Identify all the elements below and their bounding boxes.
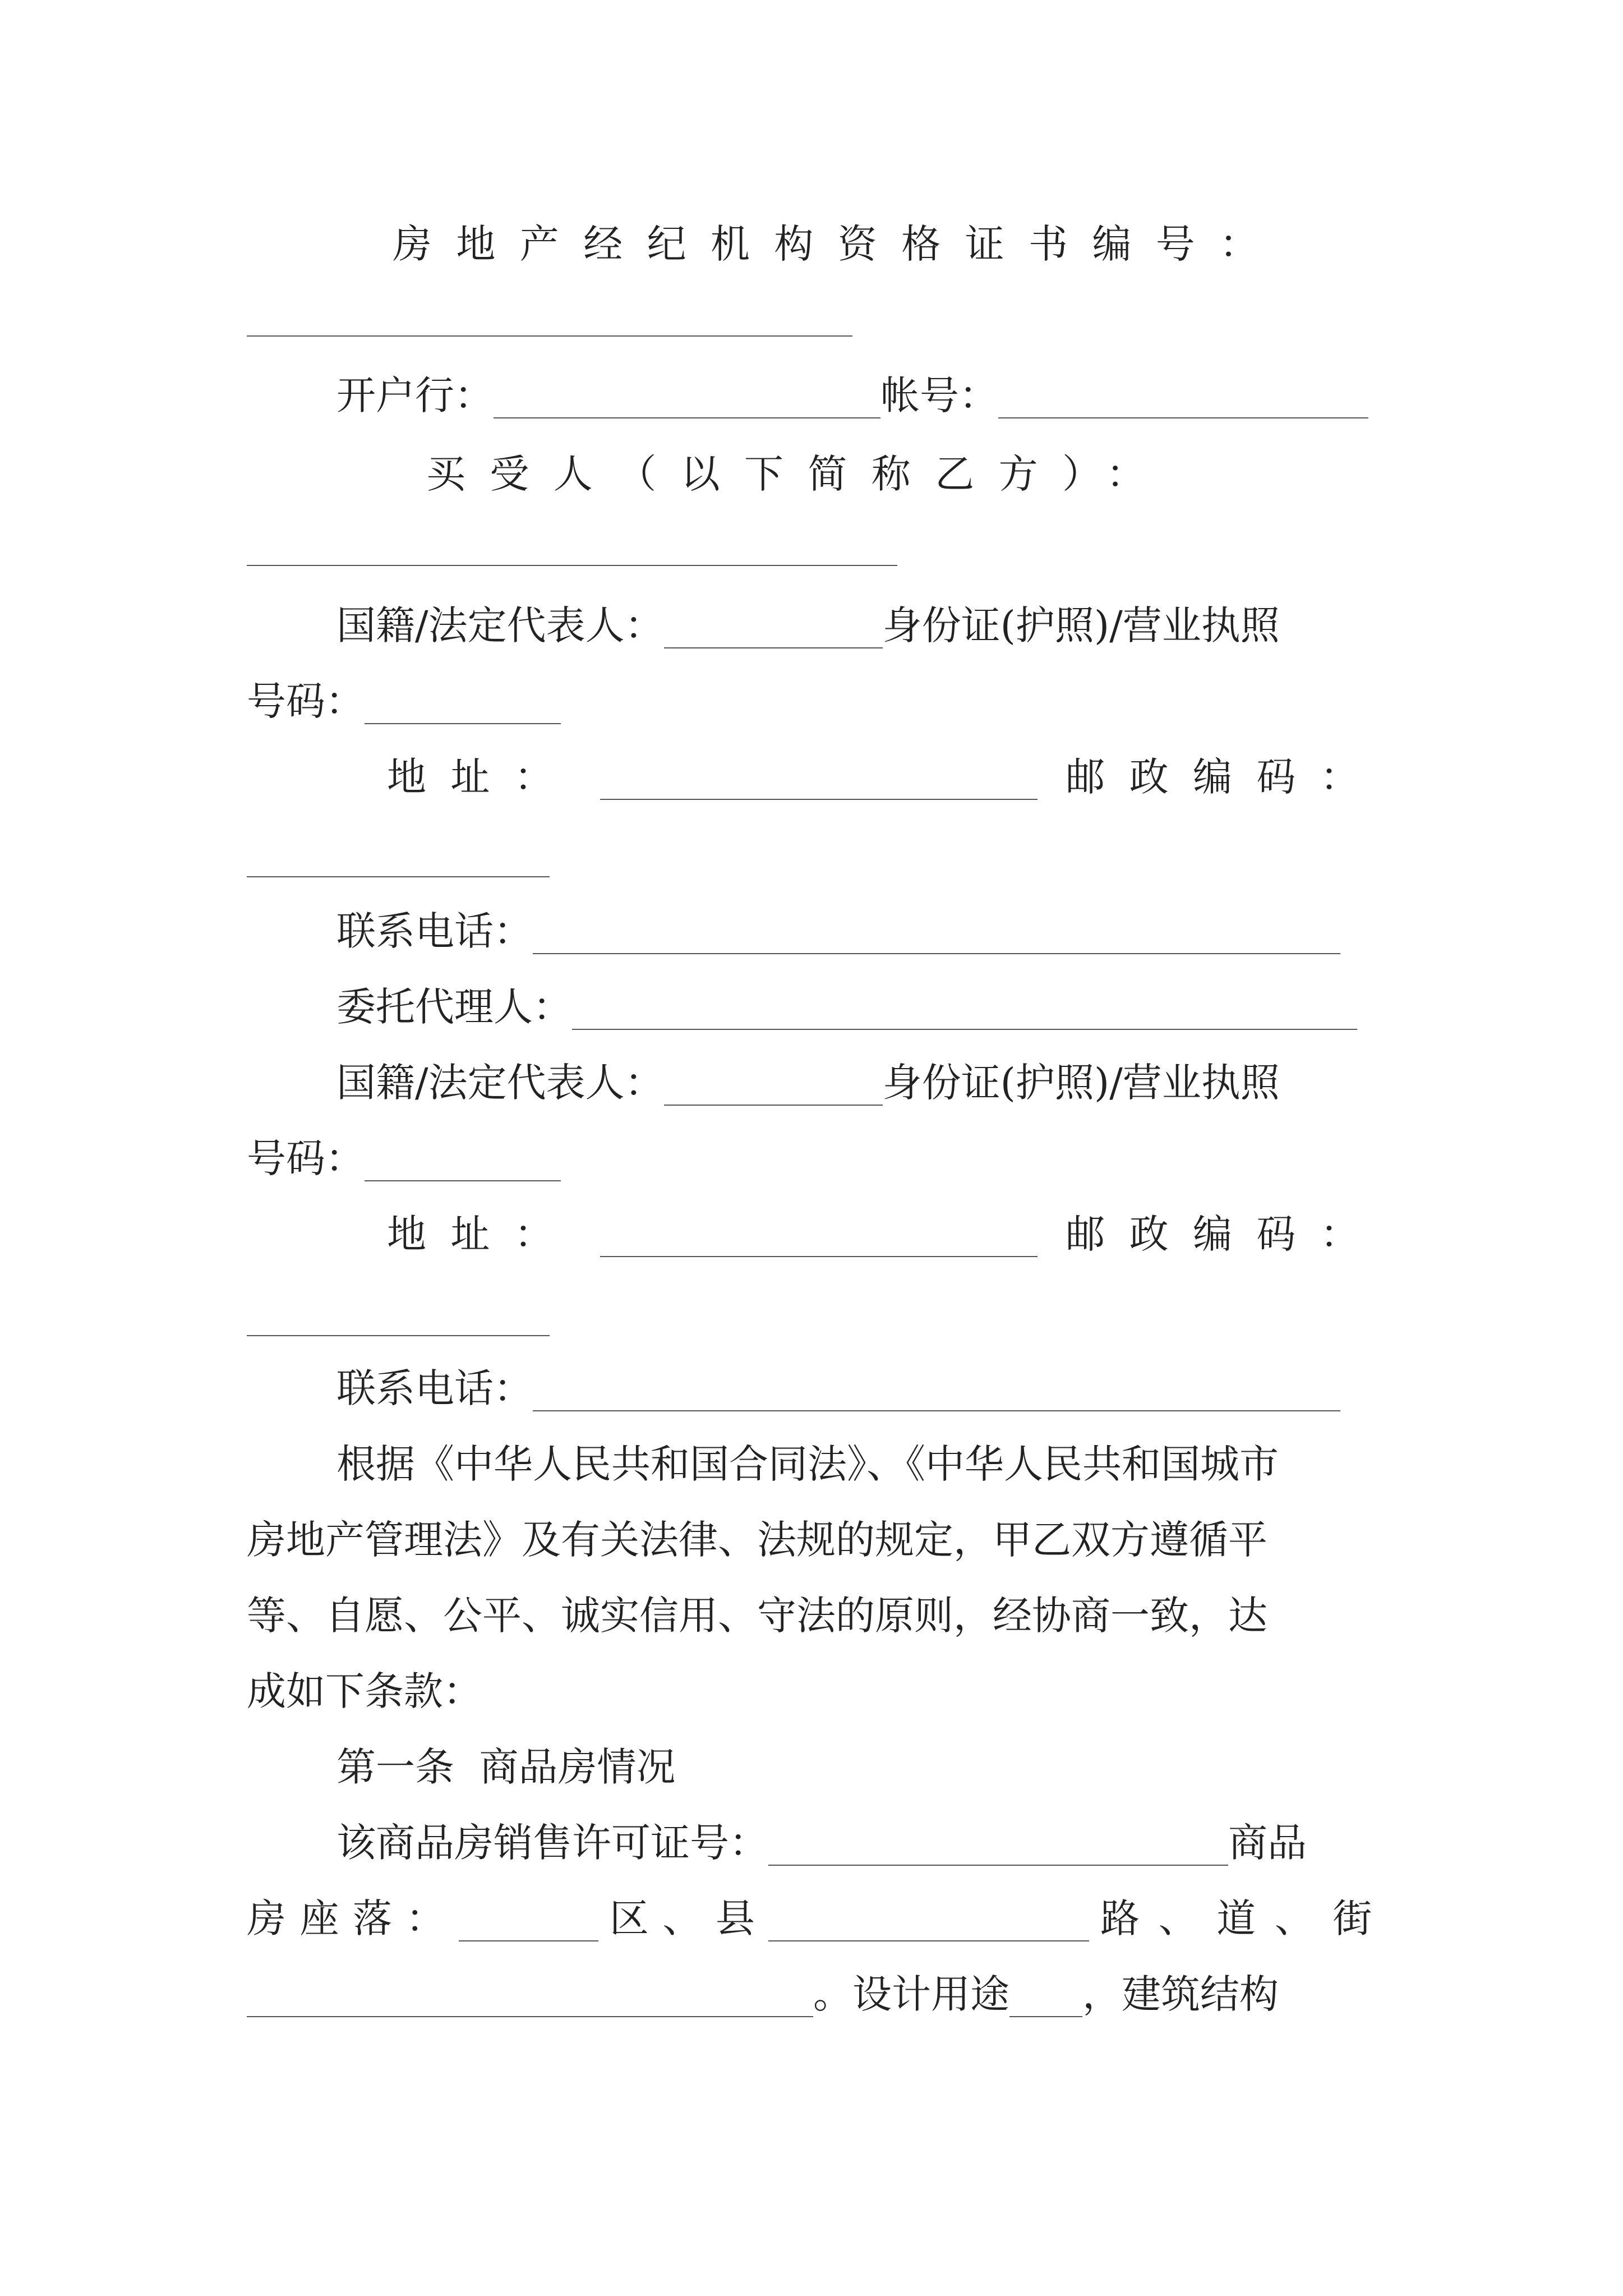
phone-label-2: 联系电话： <box>336 1365 533 1411</box>
street-blank[interactable] <box>247 1977 813 2017</box>
district-label: 区、县 <box>609 1895 769 1941</box>
address-line <box>387 746 1391 808</box>
para-text-4: 成如下条款： <box>247 1668 482 1714</box>
postcode-label-2: 邮政编码： <box>1066 1211 1384 1257</box>
broker-cert-label: 房地产经纪机构资格证书编号： <box>393 221 1283 267</box>
id-number-label: 号码： <box>247 678 365 724</box>
phone-line-2 <box>336 1358 1391 1419</box>
article-1-title: 第一条 商品房情况 <box>336 1744 676 1790</box>
address-blank-2[interactable] <box>600 1217 1038 1257</box>
structure-label: ，建筑结构 <box>1082 1971 1279 2017</box>
nationality-blank[interactable] <box>664 608 883 648</box>
para-text-1: 根据《中华人民共和国合同法》、《中华人民共和国城市 <box>336 1441 1279 1487</box>
agent-label: 委托代理人： <box>336 984 572 1030</box>
phone-label: 联系电话： <box>336 908 533 954</box>
id-label-2: 身份证(护照)/营业执照 <box>882 1060 1280 1106</box>
phone-blank-2[interactable] <box>533 1371 1340 1411</box>
nationality-blank-2[interactable] <box>664 1065 883 1106</box>
agent-blank[interactable] <box>572 990 1357 1030</box>
district-blank[interactable] <box>459 1901 598 1941</box>
para-text-2: 房地产管理法》及有关法律、法规的规定，甲乙双方遵循平 <box>247 1517 1267 1563</box>
account-label: 帐号： <box>880 372 998 418</box>
account-blank[interactable] <box>998 378 1368 418</box>
id-number-blank[interactable] <box>365 684 561 724</box>
usage-label: 。设计用途 <box>813 1971 1009 2017</box>
postcode-blank-2[interactable] <box>247 1334 550 1336</box>
phone-blank[interactable] <box>533 914 1340 954</box>
location-label: 房座落： <box>247 1895 459 1941</box>
permit-tail: 商品 <box>1228 1820 1307 1866</box>
address-label-2: 地址： <box>387 1211 578 1257</box>
nationality-label-2: 国籍/法定代表人： <box>336 1060 664 1106</box>
permit-line <box>336 1812 1391 1874</box>
nationality-line-2 <box>336 1052 1391 1114</box>
buyer-label: 买受人（以下简称乙方）： <box>426 451 1170 497</box>
para-line-1 <box>336 1433 1391 1495</box>
usage-blank[interactable] <box>1009 1977 1082 2017</box>
location-line <box>247 1888 1391 1949</box>
para-line-3 <box>247 1585 1391 1646</box>
permit-label: 该商品房销售许可证号： <box>336 1820 768 1866</box>
id-number-line <box>247 670 1391 732</box>
buyer-line <box>426 443 1391 505</box>
id-label: 身份证(护照)/营业执照 <box>882 602 1280 648</box>
bank-blank[interactable] <box>494 378 880 418</box>
address-label: 地址： <box>387 754 578 800</box>
buyer-blank[interactable] <box>247 564 897 566</box>
bank-line <box>336 365 1391 426</box>
agent-line <box>336 976 1391 1038</box>
phone-line <box>336 900 1391 962</box>
broker-cert-blank[interactable] <box>247 334 852 337</box>
nationality-line <box>336 595 1391 656</box>
usage-line <box>247 1963 1391 2025</box>
nationality-label: 国籍/法定代表人： <box>336 602 664 648</box>
id-number-blank-2[interactable] <box>365 1141 561 1181</box>
id-number-line-2 <box>247 1128 1391 1189</box>
road-blank[interactable] <box>768 1901 1089 1941</box>
para-text-3: 等、自愿、公平、诚实信用、守法的原则，经协商一致，达 <box>247 1593 1267 1639</box>
bank-label: 开户行： <box>336 372 494 418</box>
id-number-label-2: 号码： <box>247 1135 365 1181</box>
permit-blank[interactable] <box>768 1825 1228 1866</box>
address-line-2 <box>387 1203 1391 1265</box>
broker-cert-line <box>393 213 1357 275</box>
postcode-blank[interactable] <box>247 875 550 877</box>
road-label: 路、道、街 <box>1100 1895 1391 1941</box>
address-blank[interactable] <box>600 760 1038 800</box>
article-1-title-line <box>336 1736 1391 1798</box>
postcode-label: 邮政编码： <box>1066 754 1384 800</box>
para-line-4 <box>247 1660 1391 1722</box>
para-line-2 <box>247 1509 1391 1571</box>
